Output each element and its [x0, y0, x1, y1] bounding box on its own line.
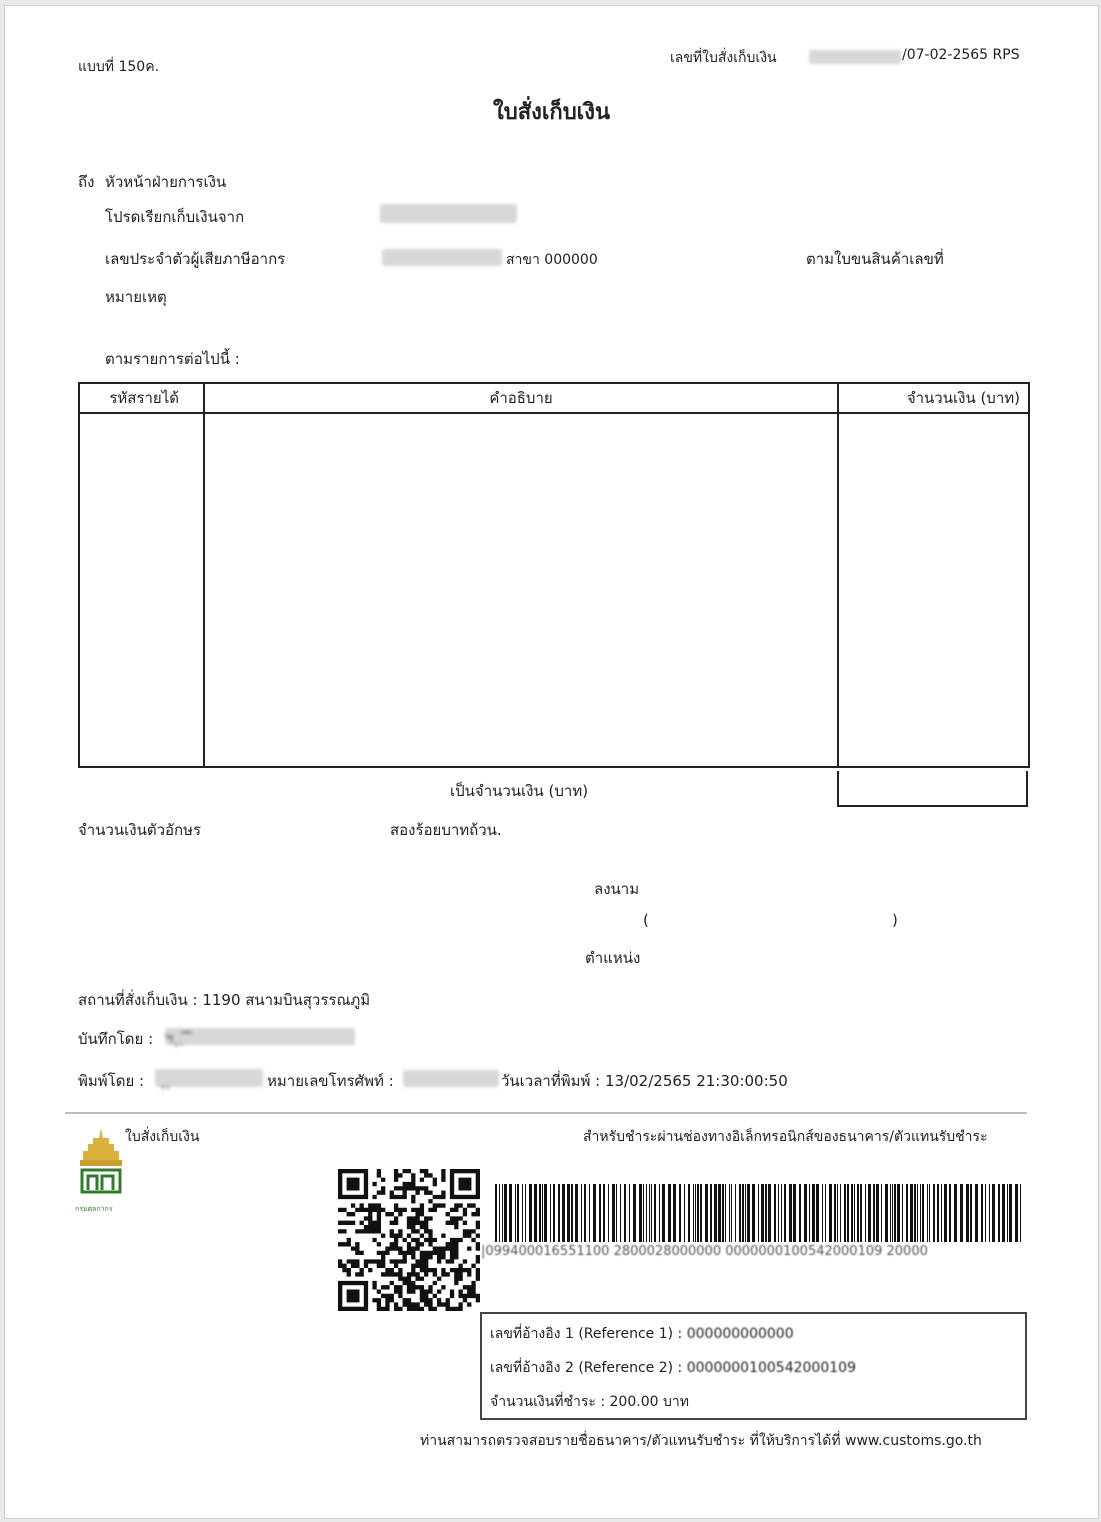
collect-from-label: โปรดเรียกเก็บเงินจาก: [105, 208, 245, 226]
printed-by-redacted: [155, 1069, 263, 1087]
qr-finder-pattern: [340, 1171, 366, 1197]
barcode-text: |099400016551100 2800028000000 0000000100542000109 20000: [481, 1244, 928, 1259]
signature-paren-open: (: [643, 911, 649, 929]
bottom-note: ท่านสามารถตรวจสอบรายชื่อธนาคาร/ตัวแทนรับชำระ ที่ให้บริการได้ที่ www.customs.go.th: [420, 1433, 982, 1449]
location-label: สถานที่สั่งเก็บเงิน :: [78, 991, 198, 1009]
phone-redacted: [403, 1070, 499, 1087]
order-number-label: เลขที่ใบสั่งเก็บเงิน: [670, 50, 777, 66]
amount-words-label: จำนวนเงินตัวอักษร: [78, 821, 202, 839]
total-amount-box: [837, 771, 1028, 807]
signature-paren-close: ): [892, 911, 898, 929]
customs-emblem-icon: [75, 1126, 127, 1206]
barcode: [493, 1184, 1027, 1242]
reference-2-line: [490, 1357, 856, 1379]
collect-from-redacted: [380, 204, 517, 223]
revenue-code-cell: [79, 413, 204, 767]
tax-id-redacted: [382, 249, 502, 266]
column-header-revenue-code: รหัสรายได้: [79, 383, 204, 413]
reference-2-value: 0000000100542000109: [686, 1360, 856, 1376]
remark-label: หมายเหตุ: [105, 288, 167, 306]
print-time-line: [501, 1069, 788, 1093]
column-header-description: คำอธิบาย: [204, 383, 838, 413]
print-time-label: วันเวลาที่พิมพ์ :: [501, 1072, 601, 1090]
amount-cell: [838, 413, 1029, 767]
form-code: แบบที่ 150ค.: [78, 59, 160, 75]
slip-separator: [65, 1112, 1027, 1114]
location-line: [78, 988, 370, 1012]
page-title: ใบสั่งเก็บเงิน: [493, 100, 610, 125]
table-header-row: [79, 383, 1029, 413]
table-body-row: [79, 413, 1029, 767]
order-number-suffix: /07-02-2565 RPS: [902, 47, 1020, 63]
to-value: หัวหน้าฝ่ายการเงิน: [105, 173, 227, 191]
items-intro: ตามรายการต่อไปนี้ :: [105, 350, 240, 368]
total-label: เป็นจำนวนเงิน (บาท): [450, 782, 589, 800]
payment-amount-label: จำนวนเงินที่ชำระ :: [490, 1394, 606, 1410]
qr-finder-pattern: [340, 1283, 366, 1309]
phone-label: หมายเลขโทรศัพท์ :: [267, 1072, 394, 1090]
customs-logo: [75, 1126, 127, 1216]
branch-number: สาขา 000000: [506, 252, 598, 268]
reference-2-label: เลขที่อ้างอิง 2 (Reference 2) :: [490, 1360, 683, 1376]
items-table: [78, 382, 1030, 768]
tax-id-label: เลขประจำตัวผู้เสียภาษีอากร: [105, 250, 286, 268]
payment-amount-value: 200.00 บาท: [609, 1394, 689, 1410]
printed-by-value: ุ ุ: [165, 1071, 171, 1089]
payment-amount-line: [490, 1391, 689, 1413]
reference-1-line: [490, 1323, 794, 1345]
logo-caption: กรมศุลกากร: [75, 1205, 113, 1213]
position-label: ตำแหน่ง: [585, 949, 641, 967]
amount-words-value: สองร้อยบาทถ้วน.: [390, 821, 502, 839]
reference-box: [480, 1312, 1027, 1420]
recorded-by-label: บันทึกโดย :: [78, 1030, 154, 1048]
column-header-amount: จำนวนเงิน (บาท): [838, 383, 1029, 413]
print-time-value: 13/02/2565 21:30:00:50: [605, 1072, 788, 1090]
qr-code: [338, 1169, 480, 1311]
recorded-by-value: ฯ ุ ฺ ิ ิ: [165, 1029, 194, 1047]
reference-1-label: เลขที่อ้างอิง 1 (Reference 1) :: [490, 1326, 683, 1342]
printed-by-label: พิมพ์โดย :: [78, 1072, 145, 1090]
description-cell: [204, 413, 838, 767]
location-value: 1190 สนามบินสุวรรณภูมิ: [202, 991, 371, 1009]
reference-1-value: 000000000000: [686, 1326, 794, 1342]
signature-label: ลงนาม: [594, 880, 640, 898]
order-number-redacted: [809, 50, 901, 64]
to-label: ถึง: [78, 173, 95, 191]
payment-channel-text: สำหรับชำระผ่านช่องทางอิเล็กทรอนิกส์ของธนาคาร/ตัวแทนรับชำระ: [583, 1129, 988, 1145]
qr-finder-pattern: [452, 1171, 478, 1197]
slip-title: ใบสั่งเก็บเงิน: [125, 1129, 200, 1145]
invoice-label: ตามใบขนสินค้าเลขที่: [806, 250, 944, 268]
payment-order-document: [4, 5, 1099, 1519]
